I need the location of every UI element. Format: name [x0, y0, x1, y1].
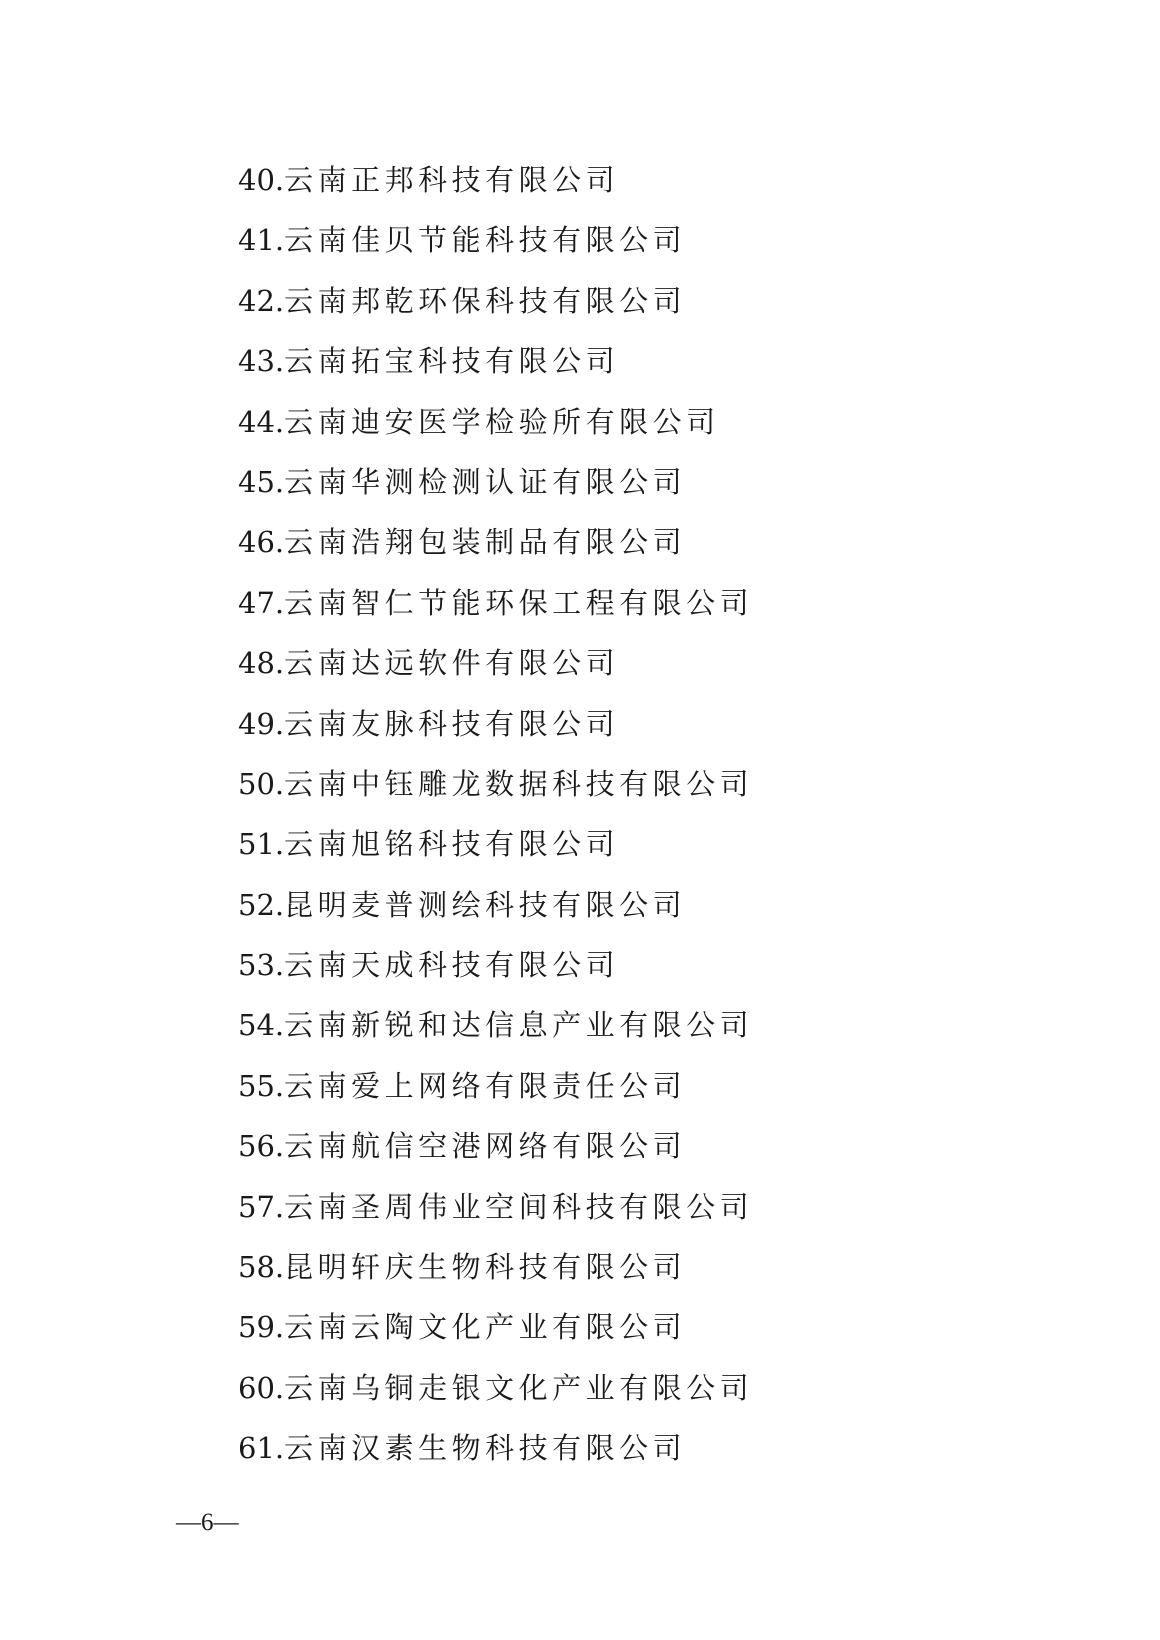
- company-name: 云南圣周伟业空间科技有限公司: [284, 1189, 754, 1224]
- item-number: 40.: [238, 163, 285, 197]
- list-item: [238, 875, 753, 935]
- list-item: [238, 1237, 753, 1297]
- company-name: 云南浩翔包装制品有限公司: [284, 525, 687, 560]
- item-number: 57.: [238, 1189, 285, 1224]
- company-name: 云南迪安医学检验所有限公司: [284, 404, 720, 439]
- company-name: 云南佳贝节能科技有限公司: [284, 223, 687, 258]
- list-item: [238, 995, 753, 1055]
- company-name: 云南拓宝科技有限公司: [284, 344, 620, 379]
- company-name: 云南正邦科技有限公司: [284, 163, 620, 197]
- company-name: 云南天成科技有限公司: [284, 948, 620, 983]
- company-name: 云南云陶文化产业有限公司: [284, 1310, 687, 1345]
- list-item: [238, 1056, 753, 1116]
- item-number: 42.: [238, 283, 285, 318]
- company-name: 云南乌铜走银文化产业有限公司: [284, 1370, 754, 1405]
- company-name: 云南航信空港网络有限公司: [284, 1129, 687, 1164]
- item-number: 48.: [238, 646, 285, 681]
- list-item: [238, 694, 753, 754]
- list-item: [238, 452, 753, 512]
- list-item: [238, 150, 753, 210]
- item-number: 49.: [238, 706, 285, 741]
- company-name: 云南新锐和达信息产业有限公司: [284, 1008, 754, 1043]
- company-name: 云南华测检测认证有限公司: [284, 464, 687, 499]
- list-item: [238, 573, 753, 633]
- list-item: [238, 814, 753, 874]
- company-name: 云南智仁节能环保工程有限公司: [284, 585, 754, 620]
- list-item: [238, 271, 753, 331]
- item-number: 54.: [238, 1008, 285, 1043]
- item-number: 61.: [238, 1431, 285, 1466]
- item-number: 47.: [238, 585, 285, 620]
- item-number: 45.: [238, 464, 285, 499]
- item-number: 44.: [238, 404, 285, 439]
- item-number: 60.: [238, 1370, 285, 1405]
- item-number: 55.: [238, 1068, 285, 1103]
- item-number: 52.: [238, 887, 285, 922]
- page-number: —6—: [176, 1509, 239, 1536]
- company-name: 云南邦乾环保科技有限公司: [284, 283, 687, 318]
- company-name: 昆明麦普测绘科技有限公司: [284, 887, 687, 922]
- list-item: [238, 633, 753, 693]
- item-number: 59.: [238, 1310, 285, 1345]
- list-item: [238, 1116, 753, 1176]
- list-item: [238, 512, 753, 572]
- company-name: 云南旭铭科技有限公司: [284, 827, 620, 862]
- item-number: 46.: [238, 525, 285, 560]
- company-name: 云南达远软件有限公司: [284, 646, 620, 681]
- list-item: [238, 210, 753, 270]
- item-number: 58.: [238, 1250, 285, 1285]
- item-number: 53.: [238, 948, 285, 983]
- company-name: 云南汉素生物科技有限公司: [284, 1431, 687, 1466]
- item-number: 56.: [238, 1129, 285, 1164]
- company-name: 昆明轩庆生物科技有限公司: [284, 1250, 687, 1285]
- list-item: [238, 754, 753, 814]
- list-item: [238, 1177, 753, 1237]
- list-item: [238, 1297, 753, 1357]
- list-item: [238, 935, 753, 995]
- item-number: 50.: [238, 766, 285, 801]
- list-item: [238, 1358, 753, 1418]
- list-item: [238, 1418, 753, 1478]
- company-name: 云南爱上网络有限责任公司: [284, 1068, 687, 1103]
- item-number: 43.: [238, 344, 285, 379]
- company-list: [238, 150, 753, 1479]
- company-name: 云南友脉科技有限公司: [284, 706, 620, 741]
- item-number: 41.: [238, 223, 285, 258]
- list-item: [238, 392, 753, 452]
- item-number: 51.: [238, 827, 285, 862]
- list-item: [238, 331, 753, 391]
- company-name: 云南中钰雕龙数据科技有限公司: [284, 766, 754, 801]
